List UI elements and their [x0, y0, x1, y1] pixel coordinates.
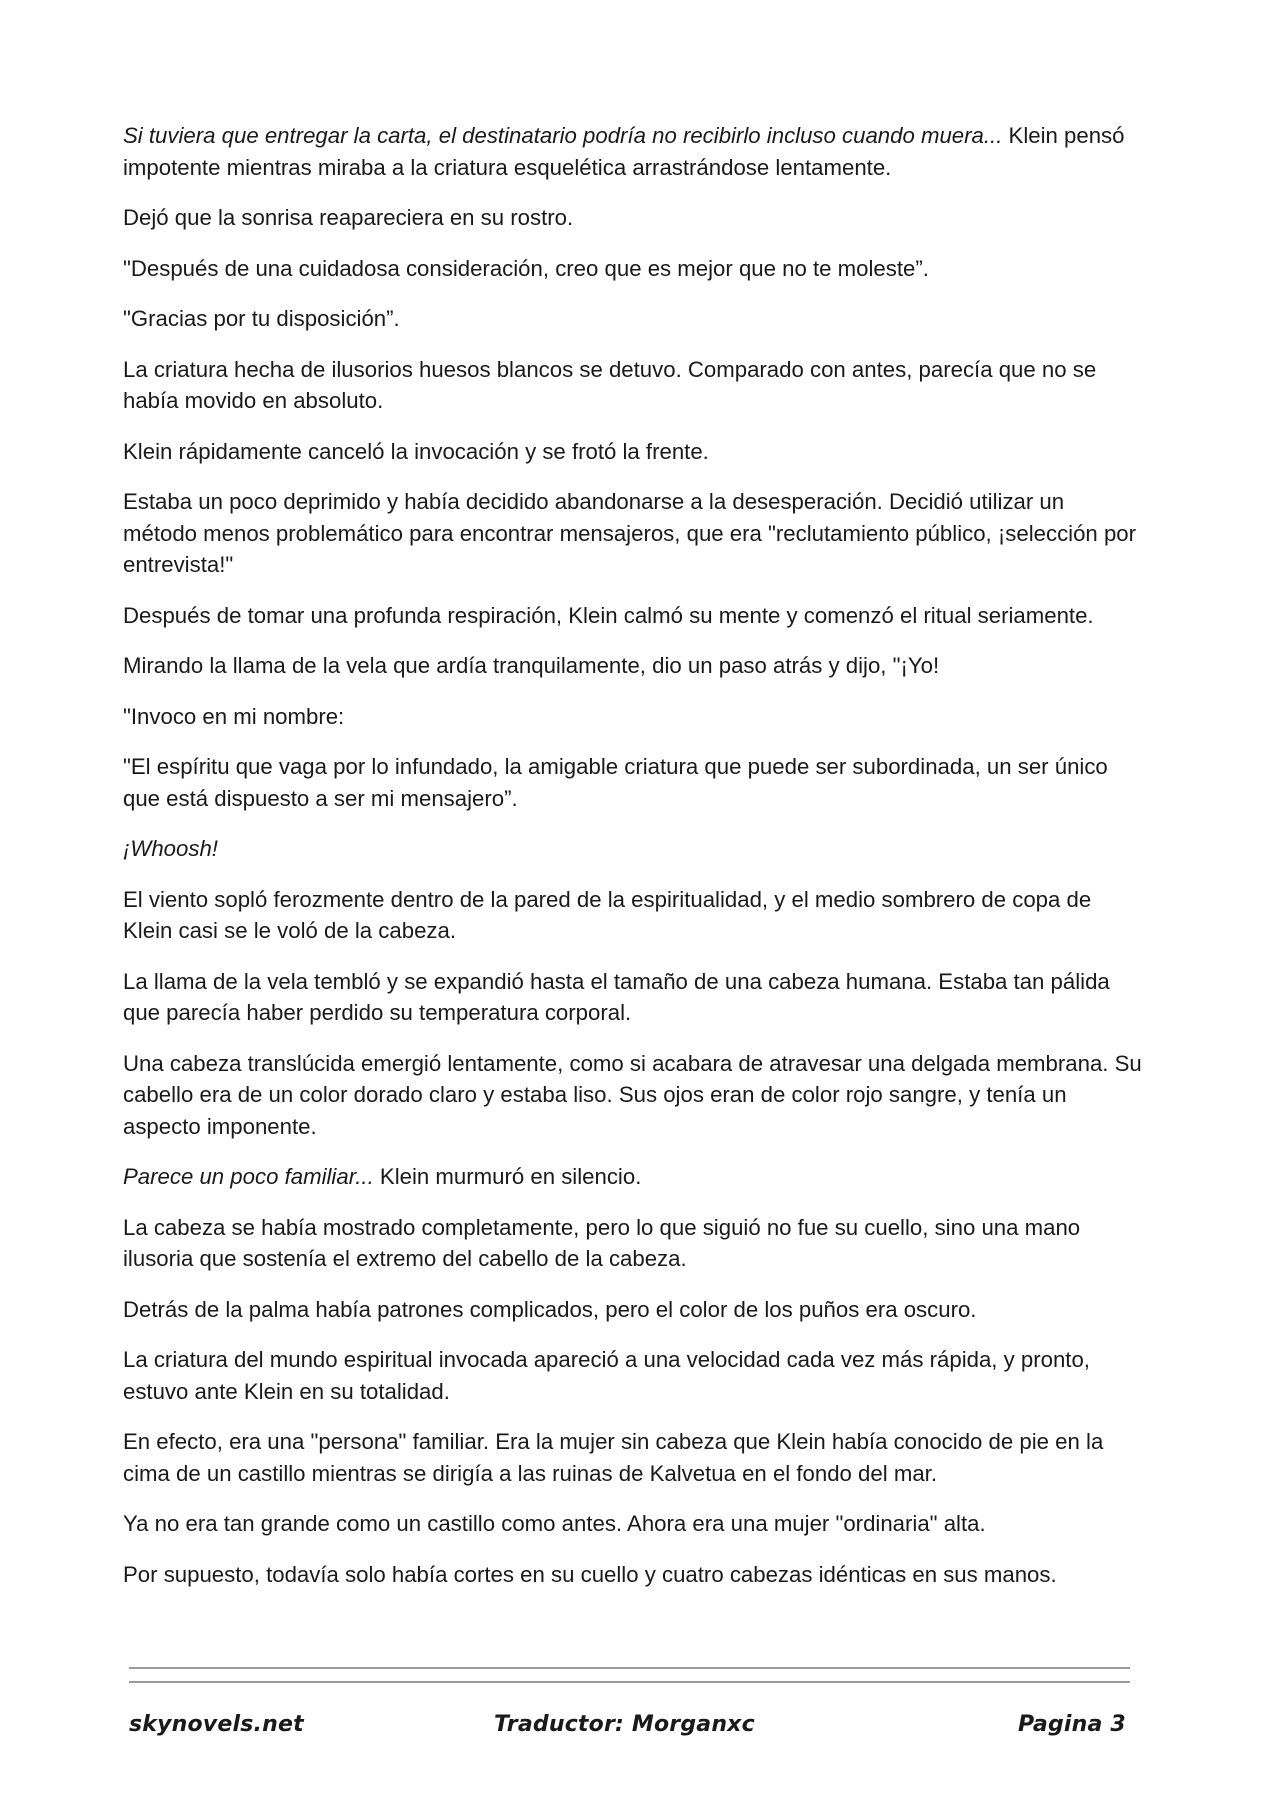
paragraph-text: Detrás de la palma había patrones complicados, pero el color de los puños era oscuro.: [123, 1296, 977, 1322]
paragraph: [123, 751, 1143, 814]
paragraph: [123, 1161, 1143, 1193]
paragraph: [123, 1344, 1143, 1407]
paragraph: [123, 303, 1143, 335]
paragraph-text: Ya no era tan grande como un castillo como antes. Ahora era una mujer "ordinaria" alta.: [123, 1511, 986, 1536]
paragraph-text: La criatura hecha de ilusorios huesos blancos se detuvo. Comparado con antes, parecía que no se había movido en absoluto.: [123, 356, 1097, 413]
paragraph: [123, 884, 1143, 947]
paragraph: [123, 1048, 1143, 1143]
paragraph: [123, 253, 1143, 285]
paragraph: [123, 120, 1143, 183]
paragraph-text: La llama de la vela tembló y se expandió hasta el tamaño de una cabeza humana. Estaba tan pálida que parecía haber perdido su temperatura corporal.: [123, 968, 1110, 1025]
paragraph: [123, 966, 1143, 1029]
paragraph-italic-text: Si tuviera que entregar la carta, el destinatario podría no recibirlo incluso cuando muera...: [123, 123, 1003, 148]
paragraph-text: Klein murmuró en silencio.: [373, 1164, 642, 1189]
body-text: [123, 120, 1143, 1609]
paragraph-text: "Invoco en mi nombre:: [123, 703, 345, 729]
paragraph-text: Dejó que la sonrisa reapareciera en su rostro.: [123, 205, 574, 230]
paragraph-text: La criatura del mundo espiritual invocada apareció a una velocidad cada vez más rápida, y pronto, estuvo ante Klein en su totalidad.: [123, 1347, 1090, 1404]
paragraph: [123, 701, 1143, 733]
paragraph-text: "El espíritu que vaga por lo infundado, la amigable criatura que puede ser subordinada, un ser único que está dispuesto a ser mi mensajero”.: [123, 754, 1108, 811]
paragraph: [123, 1294, 1143, 1326]
paragraph: [123, 650, 1143, 682]
paragraph-text: Una cabeza translúcida emergió lentamente, como si acabara de atravesar una delgada membrana. Su cabello era de un color dorado claro y estaba liso. Sus ojos eran de color rojo sangre, y tenía un aspecto imponente.: [123, 1050, 1142, 1139]
paragraph-text: "Después de una cuidadosa consideración, creo que es mejor que no te moleste”.: [123, 255, 929, 281]
paragraph-text: Estaba un poco deprimido y había decidido abandonarse a la desesperación. Decidió utilizar un método menos problemático para encontrar mensajeros, que era "reclutamiento público, ¡selección por entrevista!": [123, 489, 1137, 577]
paragraph: [123, 1559, 1143, 1591]
footer-divider-bottom: [129, 1681, 1130, 1683]
paragraph: [123, 1212, 1143, 1275]
footer-divider-top: [129, 1667, 1130, 1669]
paragraph-text: Klein rápidamente canceló la invocación y se frotó la frente.: [123, 438, 709, 464]
paragraph-italic-text: ¡Whoosh!: [123, 836, 218, 861]
paragraph: [123, 833, 1143, 865]
paragraph: [123, 354, 1143, 417]
footer-translator: Traductor: Morganxc: [494, 1712, 755, 1737]
paragraph-text: Por supuesto, todavía solo había cortes en su cuello y cuatro cabezas idénticas en sus manos.: [123, 1561, 1057, 1587]
footer-page-number: Pagina 3: [1018, 1712, 1126, 1737]
paragraph: [123, 600, 1143, 632]
paragraph: [123, 1426, 1143, 1489]
footer-site: skynovels.net: [129, 1712, 304, 1737]
paragraph-text: "Gracias por tu disposición”.: [123, 306, 400, 331]
paragraph-text: La cabeza se había mostrado completamente, pero lo que siguió no fue su cuello, sino una mano ilusoria que sostenía el extremo del cabello de la cabeza.: [123, 1214, 1081, 1271]
paragraph-text: Mirando la llama de la vela que ardía tranquilamente, dio un paso atrás y dijo, "¡Yo!: [123, 653, 940, 678]
paragraph-text: El viento sopló ferozmente dentro de la pared de la espiritualidad, y el medio sombrero de copa de Klein casi se le voló de la cabeza.: [123, 886, 1092, 943]
paragraph-text: Después de tomar una profunda respiración, Klein calmó su mente y comenzó el ritual seriamente.: [123, 602, 1094, 628]
paragraph: [123, 202, 1143, 234]
paragraph: [123, 1508, 1143, 1540]
paragraph: [123, 486, 1143, 581]
paragraph-text: Klein pensó impotente mientras miraba a la criatura esquelética arrastrándose lentamente.: [123, 123, 1125, 180]
paragraph-text: En efecto, era una "persona" familiar. Era la mujer sin cabeza que Klein había conocido de pie en la cima de un castillo mientras se dirigía a las ruinas de Kalvetua en el fondo del mar.: [123, 1429, 1104, 1486]
paragraph-italic-text: Parece un poco familiar...: [123, 1164, 374, 1189]
paragraph: [123, 436, 1143, 468]
